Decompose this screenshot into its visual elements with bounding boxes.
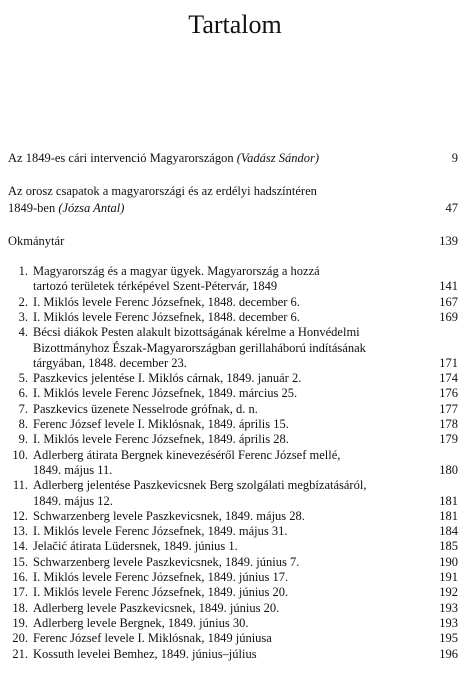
document-row xyxy=(0,523,470,539)
item-number: 2. xyxy=(18,294,28,309)
dot-leader xyxy=(128,200,431,216)
dot-leader xyxy=(262,401,431,417)
document-row xyxy=(0,569,470,585)
dot-leader xyxy=(293,416,431,432)
item-number: 18. xyxy=(12,600,28,615)
dot-leader xyxy=(116,462,431,478)
item-number: 11. xyxy=(12,478,28,493)
dot-leader xyxy=(304,309,431,325)
item-number: 4. xyxy=(18,325,28,340)
dot-leader xyxy=(292,569,431,585)
toc-section xyxy=(0,183,470,199)
entry-text: I. Miklós levele Ferenc Józsefnek, 1849. június 20. xyxy=(33,585,289,600)
dot-leader xyxy=(252,615,431,631)
page-number: 195 xyxy=(439,631,458,646)
document-row xyxy=(0,508,470,524)
dot-leader xyxy=(281,278,431,294)
entry-text: 1849-ben (Józsa Antal) xyxy=(8,201,125,215)
document-row xyxy=(0,554,470,570)
entry-text: tárgyában, 1848. december 23. xyxy=(33,355,187,370)
document-row xyxy=(0,355,470,371)
dot-leader xyxy=(303,554,431,570)
dot-leader xyxy=(305,370,431,386)
document-row xyxy=(0,646,470,662)
page-number: 181 xyxy=(439,508,458,523)
page-number: 185 xyxy=(439,539,458,554)
document-row xyxy=(0,493,470,509)
entry-text: Ferenc József levele I. Miklósnak, 1849 júniusa xyxy=(33,631,272,646)
page-number: 171 xyxy=(439,355,458,370)
page-number: 196 xyxy=(439,646,458,661)
toc-section xyxy=(0,150,470,166)
entry-text: Bizottmányhoz Észak-Magyarországban gerillaháború indításának xyxy=(33,340,366,355)
dot-leader xyxy=(304,294,431,310)
document-row xyxy=(0,600,470,616)
item-number: 17. xyxy=(12,585,28,600)
document-row xyxy=(0,538,470,554)
item-number: 9. xyxy=(18,432,28,447)
toc-section xyxy=(0,200,470,216)
entry-text: I. Miklós levele Ferenc Józsefnek, 1849. június 17. xyxy=(33,570,289,584)
item-number: 14. xyxy=(12,539,28,554)
dot-leader xyxy=(242,538,431,554)
document-row xyxy=(0,294,470,310)
document-row xyxy=(0,584,470,600)
entry-text: I. Miklós levele Ferenc Józsefnek, 1848. december 6. xyxy=(33,309,300,324)
page-number: 47 xyxy=(445,201,458,215)
entry-text: Ferenc József levele I. Miklósnak, 1849. április 15. xyxy=(33,417,289,431)
document-row xyxy=(0,630,470,646)
page-number: 174 xyxy=(439,371,458,386)
page-number: 141 xyxy=(439,279,458,294)
entry-text: I. Miklós levele Ferenc Józsefnek, 1849. május 31. xyxy=(33,524,288,539)
dot-leader xyxy=(293,431,431,447)
item-number: 13. xyxy=(12,524,28,539)
page-number: 178 xyxy=(439,417,458,431)
document-row xyxy=(0,447,470,463)
entry-text: Adlerberg átirata Bergnek kinevezéséről Ferenc József mellé, xyxy=(33,447,341,462)
document-row xyxy=(0,263,470,279)
entry-text: Adlerberg levele Bergnek, 1849. június 30. xyxy=(33,615,249,630)
page-number: 181 xyxy=(439,493,458,508)
entry-text: Schwarzenberg levele Paszkevicsnek, 1849. június 7. xyxy=(33,554,300,569)
document-row xyxy=(0,385,470,401)
entry-text: Adlerberg jelentése Paszkevicsnek Berg szolgálati megbízatásáról, xyxy=(33,478,367,493)
item-number: 21. xyxy=(12,646,28,661)
item-number: 5. xyxy=(18,371,28,386)
page-number: 191 xyxy=(439,570,458,584)
document-row xyxy=(0,477,470,493)
item-number: 10. xyxy=(12,447,28,462)
page-number: 192 xyxy=(439,585,458,600)
page-number: 176 xyxy=(439,386,458,401)
item-number: 6. xyxy=(18,386,28,401)
item-number: 15. xyxy=(12,554,28,569)
dot-leader xyxy=(117,493,431,509)
entry-text: Okmánytár xyxy=(8,234,65,248)
dot-leader xyxy=(292,584,431,600)
document-row xyxy=(0,431,470,447)
entry-text: Az orosz csapatok a magyarországi és az erdélyi hadszíntéren xyxy=(8,184,317,198)
page-number: 184 xyxy=(439,524,458,539)
dot-leader xyxy=(291,523,431,539)
entry-text: Adlerberg levele Paszkevicsnek, 1849. június 20. xyxy=(33,600,280,615)
dot-leader xyxy=(261,646,431,662)
toc-section xyxy=(0,233,470,249)
document-row xyxy=(0,309,470,325)
entry-text: Az 1849-es cári intervenció Magyarországon (Vadász Sándor) xyxy=(8,151,320,165)
entry-text: 1849. május 11. xyxy=(33,462,113,477)
dot-leader xyxy=(283,600,431,616)
document-row xyxy=(0,340,470,356)
page-number: 193 xyxy=(439,615,458,630)
page-title: Tartalom xyxy=(188,10,282,39)
item-number: 19. xyxy=(12,615,28,630)
document-row xyxy=(0,278,470,294)
item-number: 20. xyxy=(12,631,28,646)
item-number: 7. xyxy=(18,401,28,416)
entry-author: (Vadász Sándor) xyxy=(236,151,320,165)
dot-leader xyxy=(276,630,431,646)
document-row xyxy=(0,416,470,432)
entry-text: 1849. május 12. xyxy=(33,493,113,508)
document-row xyxy=(0,615,470,631)
entry-text: I. Miklós levele Ferenc Józsefnek, 1848. december 6. xyxy=(33,294,300,309)
document-row xyxy=(0,401,470,417)
page-number: 179 xyxy=(439,432,458,447)
page-number: 139 xyxy=(439,234,458,248)
item-number: 8. xyxy=(18,417,28,431)
entry-text: Schwarzenberg levele Paszkevicsnek, 1849. május 28. xyxy=(33,508,305,523)
entry-text: I. Miklós levele Ferenc Józsefnek, 1849. április 28. xyxy=(33,432,289,447)
document-row xyxy=(0,462,470,478)
entry-text: Paszkevics jelentése I. Miklós cárnak, 1849. január 2. xyxy=(33,371,302,386)
entry-text: Jelačić átirata Lüdersnek, 1849. június 1. xyxy=(33,539,238,554)
item-number: 1. xyxy=(18,264,28,278)
entry-text: Bécsi diákok Pesten alakult bizottságának kérelme a Honvédelmi xyxy=(33,325,360,340)
page-number: 177 xyxy=(439,401,458,416)
page-number: 167 xyxy=(439,294,458,309)
page-number: 193 xyxy=(439,600,458,615)
dot-leader xyxy=(323,150,431,166)
item-number: 12. xyxy=(12,508,28,523)
item-number: 16. xyxy=(12,570,28,584)
document-row xyxy=(0,324,470,340)
entry-text: I. Miklós levele Ferenc Józsefnek, 1849. március 25. xyxy=(33,386,298,401)
dot-leader xyxy=(309,508,431,524)
dot-leader xyxy=(301,385,431,401)
entry-text: Magyarország és a magyar ügyek. Magyarország a hozzá xyxy=(33,264,320,278)
entry-text: Paszkevics üzenete Nesselrode grófnak, d. n. xyxy=(33,401,258,416)
document-row xyxy=(0,370,470,386)
item-number: 3. xyxy=(18,309,28,324)
page-number: 190 xyxy=(439,554,458,569)
page-number: 9 xyxy=(451,151,458,165)
entry-text: Kossuth levelei Bemhez, 1849. június–július xyxy=(33,646,257,661)
page-number: 180 xyxy=(439,462,458,477)
page-number: 169 xyxy=(439,309,458,324)
dot-leader xyxy=(68,233,431,249)
entry-author: (Józsa Antal) xyxy=(58,201,125,215)
dot-leader xyxy=(191,355,431,371)
entry-text: tartozó területek térképével Szent-Pétervár, 1849 xyxy=(33,279,278,294)
